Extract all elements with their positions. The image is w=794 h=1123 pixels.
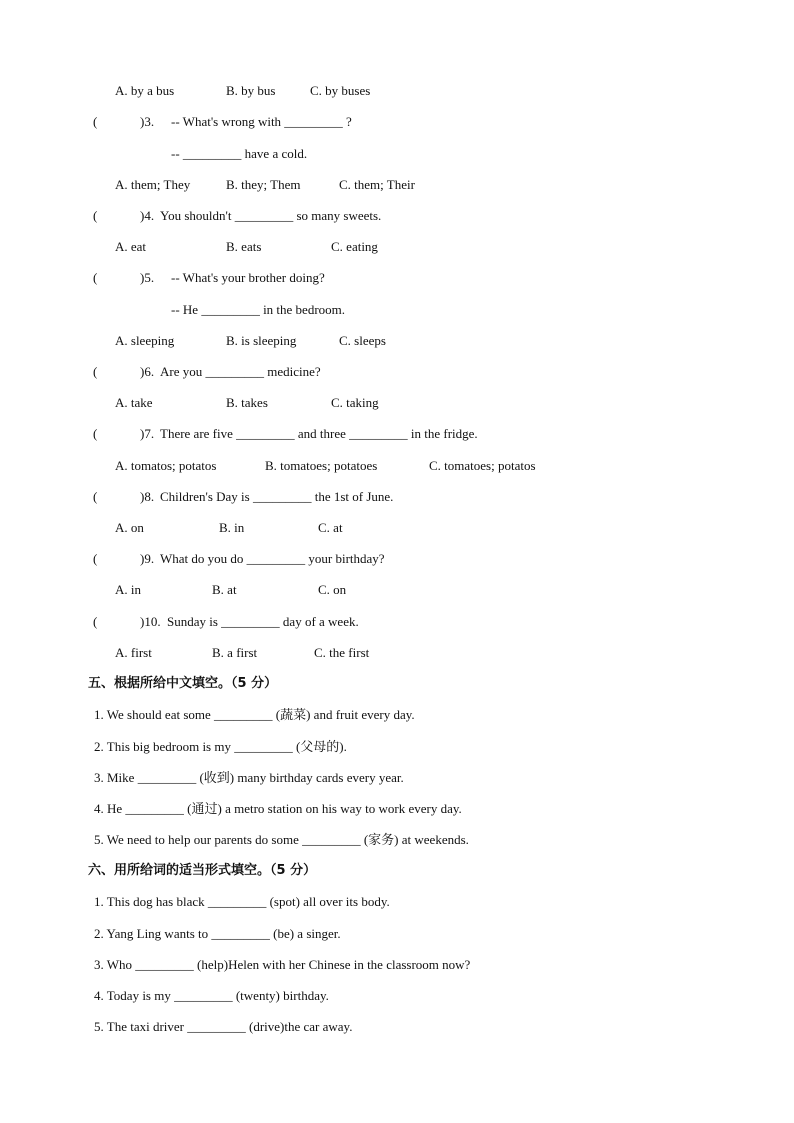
q7-option-b: B. tomatoes; potatoes (265, 458, 378, 473)
q2-option-b: B. by bus (226, 83, 276, 98)
q2-options (0, 81, 794, 101)
q6-question (0, 362, 794, 382)
q3-option-b: B. they; Them (226, 177, 301, 192)
section5-item (0, 737, 794, 757)
section6-title: 六、用所给词的适当形式填空。（5 分） (88, 863, 317, 878)
section6-item-2: 2. Yang Ling wants to _________ (be) a singer. (94, 926, 341, 941)
q6-number: )6. (140, 364, 155, 379)
q3-question (0, 112, 794, 132)
section5-item-2: 2. This big bedroom is my _________ (父母的). (94, 739, 347, 754)
q5-text: -- What's your brother doing? (171, 270, 325, 285)
q6-option-a: A. take (115, 395, 153, 410)
q8-option-a: A. on (115, 520, 144, 535)
q10-number: )10. (140, 614, 161, 629)
q7-option-c: C. tomatoes; potatos (429, 458, 536, 473)
q10-options (0, 643, 794, 663)
q9-option-a: A. in (115, 582, 141, 597)
q7-option-a: A. tomatos; potatos (115, 458, 217, 473)
q5-question-line2 (0, 300, 794, 320)
q4-option-c: C. eating (331, 239, 378, 254)
q5-question (0, 268, 794, 288)
section5-item-4: 4. He _________ (通过) a metro station on his way to work every day. (94, 801, 462, 816)
q7-text: There are five _________ and three _________ in the fridge. (160, 426, 478, 441)
section5-header (0, 674, 794, 694)
q6-option-b: B. takes (226, 395, 268, 410)
q2-option-a: A. by a bus (115, 83, 175, 98)
q4-options (0, 237, 794, 257)
q10-option-b: B. a first (212, 645, 258, 660)
section5-title: 五、根据所给中文填空。（5 分） (88, 676, 278, 691)
section6-item-5: 5. The taxi driver _________ (drive)the car away. (94, 1019, 353, 1034)
section5-item (0, 768, 794, 788)
q8-text: Children's Day is _________ the 1st of June. (160, 489, 394, 504)
section6-item (0, 1017, 794, 1037)
q8-question (0, 487, 794, 507)
q4-option-b: B. eats (226, 239, 262, 254)
q8-options (0, 518, 794, 538)
q9-question (0, 549, 794, 569)
q3-number: )3. (140, 114, 155, 129)
section6-item-1: 1. This dog has black _________ (spot) all over its body. (94, 894, 390, 909)
section6-item (0, 955, 794, 975)
q5-option-b: B. is sleeping (226, 333, 297, 348)
q8-number: )8. (140, 489, 155, 504)
section6-item-4: 4. Today is my _________ (twenty) birthday. (94, 988, 329, 1003)
q8-open-paren: ( (93, 489, 98, 504)
section5-item-5: 5. We need to help our parents do some _________ (家务) at weekends. (94, 832, 469, 847)
q5-option-a: A. sleeping (115, 333, 175, 348)
section5-item (0, 799, 794, 819)
section6-item-3: 3. Who _________ (help)Helen with her Chinese in the classroom now? (94, 957, 471, 972)
q10-text: Sunday is _________ day of a week. (167, 614, 359, 629)
q9-option-c: C. on (318, 582, 347, 597)
section5-item-3: 3. Mike _________ (收到) many birthday cards every year. (94, 770, 404, 785)
q3-option-c: C. them; Their (339, 177, 415, 192)
q9-options (0, 580, 794, 600)
q4-text: You shouldn't _________ so many sweets. (160, 208, 382, 223)
q2-option-c: C. by buses (310, 83, 371, 98)
q3-open-paren: ( (93, 114, 98, 129)
q10-open-paren: ( (93, 614, 98, 629)
section6-item (0, 892, 794, 912)
q4-open-paren: ( (93, 208, 98, 223)
q5-options (0, 331, 794, 351)
q10-option-c: C. the first (314, 645, 370, 660)
section6-item (0, 924, 794, 944)
section5-item-1: 1. We should eat some _________ (蔬菜) and fruit every day. (94, 707, 415, 722)
q7-options (0, 456, 794, 476)
q3-text: -- What's wrong with _________ ? (171, 114, 352, 129)
q5-number: )5. (140, 270, 155, 285)
q7-question (0, 424, 794, 444)
q3-option-a: A. them; They (115, 177, 191, 192)
q5-open-paren: ( (93, 270, 98, 285)
q10-option-a: A. first (115, 645, 152, 660)
q4-question (0, 206, 794, 226)
q9-open-paren: ( (93, 551, 98, 566)
q5-text-2: -- He _________ in the bedroom. (171, 302, 346, 317)
q9-text: What do you do _________ your birthday? (160, 551, 385, 566)
q9-number: )9. (140, 551, 155, 566)
section6-header (0, 861, 794, 881)
q8-option-b: B. in (219, 520, 245, 535)
q4-option-a: A. eat (115, 239, 147, 254)
q10-question (0, 612, 794, 632)
q3-options (0, 175, 794, 195)
section5-item (0, 830, 794, 850)
q4-number: )4. (140, 208, 155, 223)
q6-open-paren: ( (93, 364, 98, 379)
q6-options (0, 393, 794, 413)
q9-option-b: B. at (212, 582, 237, 597)
section5-item (0, 705, 794, 725)
q5-option-c: C. sleeps (339, 333, 386, 348)
q7-number: )7. (140, 426, 155, 441)
q6-text: Are you _________ medicine? (160, 364, 321, 379)
q7-open-paren: ( (93, 426, 98, 441)
q3-text-2: -- _________ have a cold. (171, 146, 308, 161)
q6-option-c: C. taking (331, 395, 379, 410)
q8-option-c: C. at (318, 520, 343, 535)
section6-item (0, 986, 794, 1006)
q3-question-line2 (0, 144, 794, 164)
